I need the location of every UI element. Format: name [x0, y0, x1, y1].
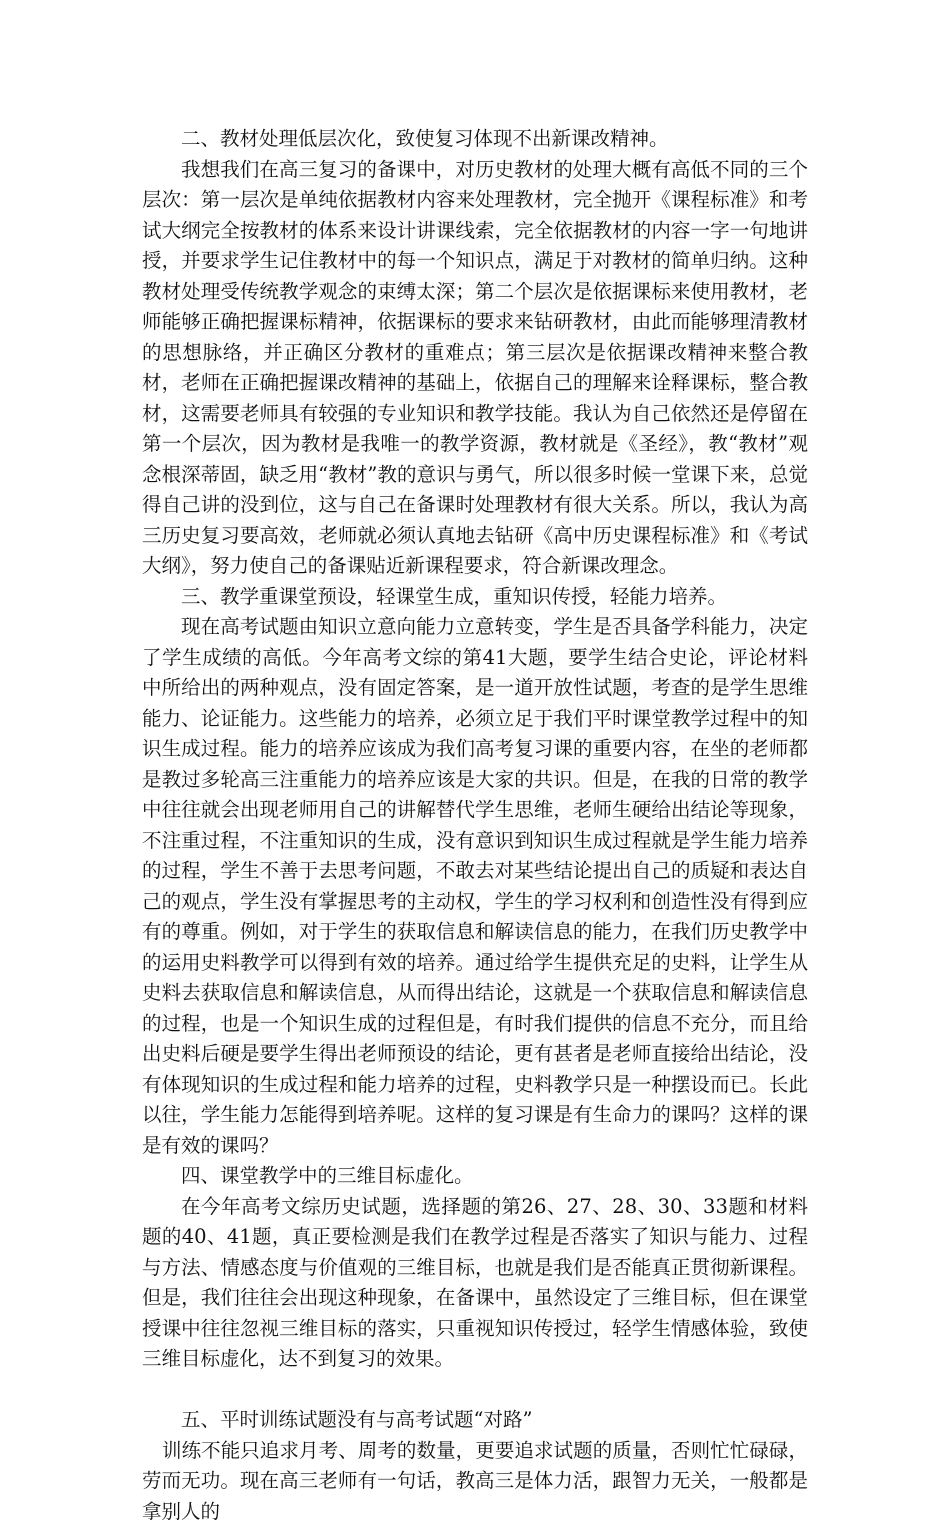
section-heading-5: 五、平时训练试题没有与高考试题“对路” [142, 1405, 808, 1436]
section-heading-3: 三、教学重课堂预设，轻课堂生成，重知识传授，轻能力培养。 [142, 582, 808, 613]
section-heading-4: 四、课堂教学中的三维目标虚化。 [142, 1161, 808, 1192]
body-paragraph-4: 在今年高考文综历史试题，选择题的第26、27、28、30、33题和材料题的40、41题，真正要检测是我们在教学过程是否落实了知识与能力、过程与方法、情感态度与价值观的三维目标，也就是我们是否能真正贯彻新课程。但是，我们往往会出现这种现象，在备课中，虽然设定了三维目标，但在课堂授课中往往忽视三维目标的落实，只重视知识传授过，轻学生情感体验，致使三维目标虚化，达不到复习的效果。 [142, 1192, 808, 1375]
body-paragraph-2: 我想我们在高三复习的备课中，对历史教材的处理大概有高低不同的三个层次：第一层次是单纯依据教材内容来处理教材，完全抛开《课程标准》和考试大纲完全按教材的体系来设计讲课线索，完全依据教材的内容一字一句地讲授，并要求学生记住教材中的每一个知识点，满足于对教材的简单归纳。这种教材处理受传统教学观念的束缚太深；第二个层次是依据课标来使用教材，老师能够正确把握课标精神，依据课标的要求来钻研教材，由此而能够理清教材的思想脉络，并正确区分教材的重难点；第三层次是依据课改精神来整合教材，老师在正确把握课改精神的基础上，依据自己的理解来诠释课标，整合教材，这需要老师具有较强的专业知识和教学技能。我认为自己依然还是停留在第一个层次，因为教材是我唯一的教学资源，教材就是《圣经》，教“教材”观念根深蒂固，缺乏用“教材”教的意识与勇气，所以很多时候一堂课下来，总觉得自己讲的没到位，这与自己在备课时处理教材有很大关系。所以，我认为高三历史复习要高效，老师就必须认真地去钻研《高中历史课程标准》和《考试大纲》，努力使自己的备课贴近新课程要求，符合新课改理念。 [142, 155, 808, 582]
body-paragraph-3: 现在高考试题由知识立意向能力立意转变，学生是否具备学科能力，决定了学生成绩的高低。今年高考文综的第41大题，要学生结合史论，评论材料中所给出的两种观点，没有固定答案，是一道开放性试题，考查的是学生思维能力、论证能力。这些能力的培养，必须立足于我们平时课堂教学过程中的知识生成过程。能力的培养应该成为我们高考复习课的重要内容，在坐的老师都是教过多轮高三注重能力的培养应该是大家的共识。但是，在我的日常的教学中往往就会出现老师用自己的讲解替代学生思维，老师生硬给出结论等现象，不注重过程，不注重知识的生成，没有意识到知识生成过程就是学生能力培养的过程，学生不善于去思考问题，不敢去对某些结论提出自己的质疑和表达自己的观点，学生没有掌握思考的主动权，学生的学习权利和创造性没有得到应有的尊重。例如，对于学生的获取信息和解读信息的能力，在我们历史教学中的运用史料教学可以得到有效的培养。通过给学生提供充足的史料，让学生从史料去获取信息和解读信息，从而得出结论，这就是一个获取信息和解读信息的过程，也是一个知识生成的过程但是，有时我们提供的信息不充分，而且给出史料后硬是要学生得出老师预设的结论，更有甚者是老师直接给出结论，没有体现知识的生成过程和能力培养的过程，史料教学只是一种摆设而已。长此以往，学生能力怎能得到培养呢。这样的复习课是有生命力的课吗？这样的课是有效的课吗？ [142, 612, 808, 1161]
body-paragraph-5: 训练不能只追求月考、周考的数量，更要追求试题的质量，否则忙忙碌碌，劳而无功。现在高三老师有一句话，教高三是体力活，跟智力无关，一般都是拿别人的 [142, 1436, 808, 1527]
section-heading-2: 二、教材处理低层次化，致使复习体现不出新课改精神。 [142, 124, 808, 155]
document-body [142, 124, 808, 1527]
